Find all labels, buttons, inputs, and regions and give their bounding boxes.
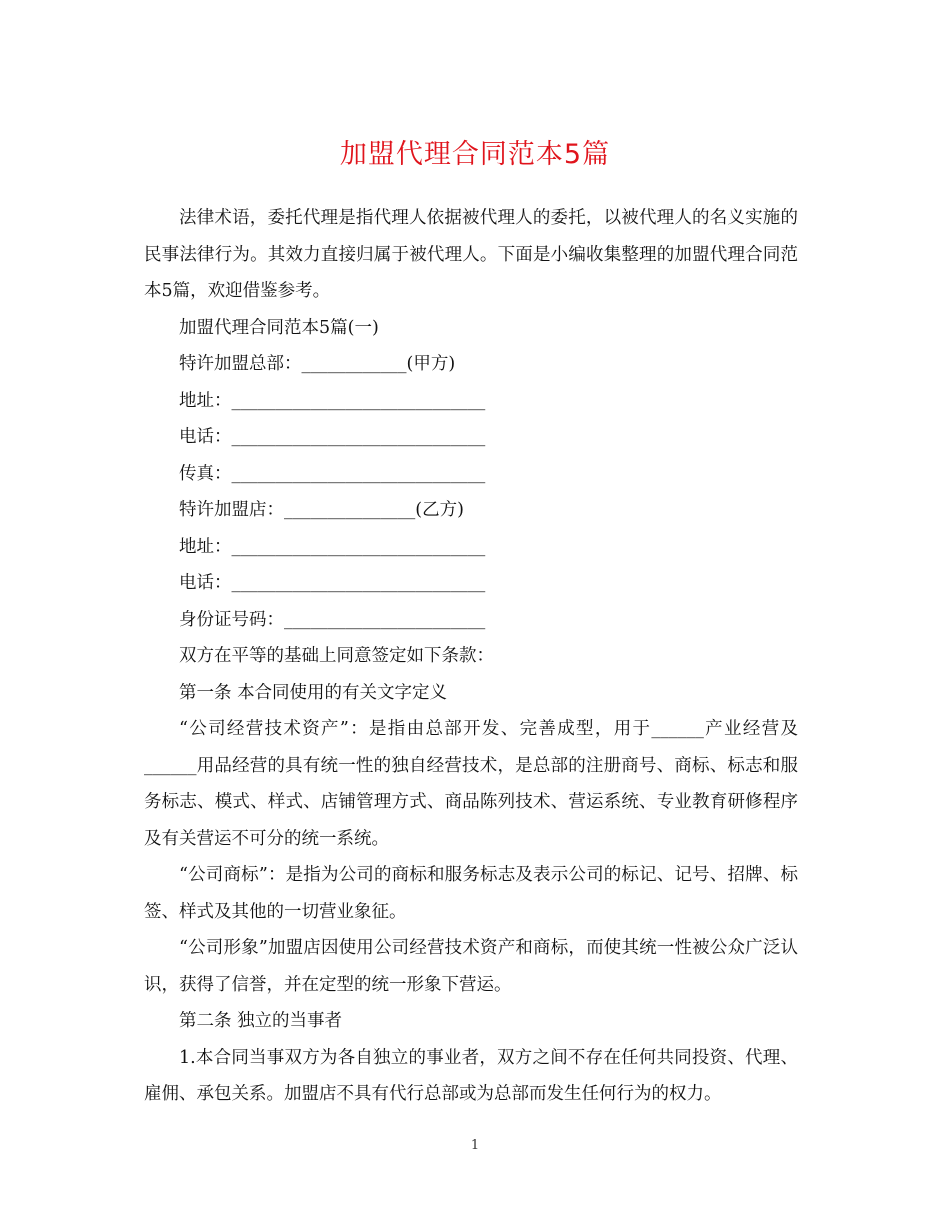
agreement-line: 双方在平等的基础上同意签定如下条款：: [179, 646, 494, 666]
party-a-phone-line: 电话：_____________________________: [179, 427, 486, 447]
party-a-line: 特许加盟总部：____________(甲方): [179, 354, 456, 374]
document-title: 加盟代理合同范本5篇: [339, 139, 611, 170]
definition-paragraph-1: “公司经营技术资产”：是指由总部开发、完善成型，用于______产业经营及______用品经营的具有统一性的独自经营技术，是总部的注册商号、商标、标志和服务标志、模式、样式、店铺管理方式、商品陈列技术、营运系统、专业教育研修程序及有关营运不可分的统一系统。: [144, 719, 798, 849]
section-title: 加盟代理合同范本5篇(一): [179, 317, 379, 338]
party-b-id-line: 身份证号码：_______________________: [179, 609, 486, 630]
party-b-address-line: 地址：_____________________________: [179, 536, 486, 557]
page-number: 1: [470, 1138, 480, 1153]
clause-1-paragraph: 1.本合同当事双方为各自独立的事业者，双方之间不存在任何共同投资、代理、雇佣、承包关系。加盟店不具有代行总部或为总部而发生任何行为的权力。: [144, 1047, 798, 1104]
intro-paragraph: 法律术语，委托代理是指代理人依据被代理人的委托，以被代理人的名义实施的民事法律行为。其效力直接归属于被代理人。下面是小编收集整理的加盟代理合同范本5篇，欢迎借鉴参考。: [144, 208, 798, 301]
article-2-title: 第二条 独立的当事者: [179, 1011, 343, 1031]
party-a-address-line: 地址：_____________________________: [179, 390, 486, 411]
party-b-line: 特许加盟店：_______________(乙方): [179, 500, 464, 520]
article-1-title: 第一条 本合同使用的有关文字定义: [179, 682, 448, 703]
party-b-phone-line: 电话：_____________________________: [179, 573, 486, 593]
definition-paragraph-3: “公司形象”加盟店因使用公司经营技术资产和商标，而使其统一性被公众广泛认识，获得了信誉，并在定型的统一形象下营运。: [144, 938, 798, 995]
party-a-fax-line: 传真：_____________________________: [179, 463, 486, 484]
document-body: [144, 200, 798, 1113]
definition-paragraph-2: “公司商标”：是指为公司的商标和服务标志及表示公司的标记、记号、招牌、标签、样式及其他的一切营业象征。: [144, 865, 798, 922]
